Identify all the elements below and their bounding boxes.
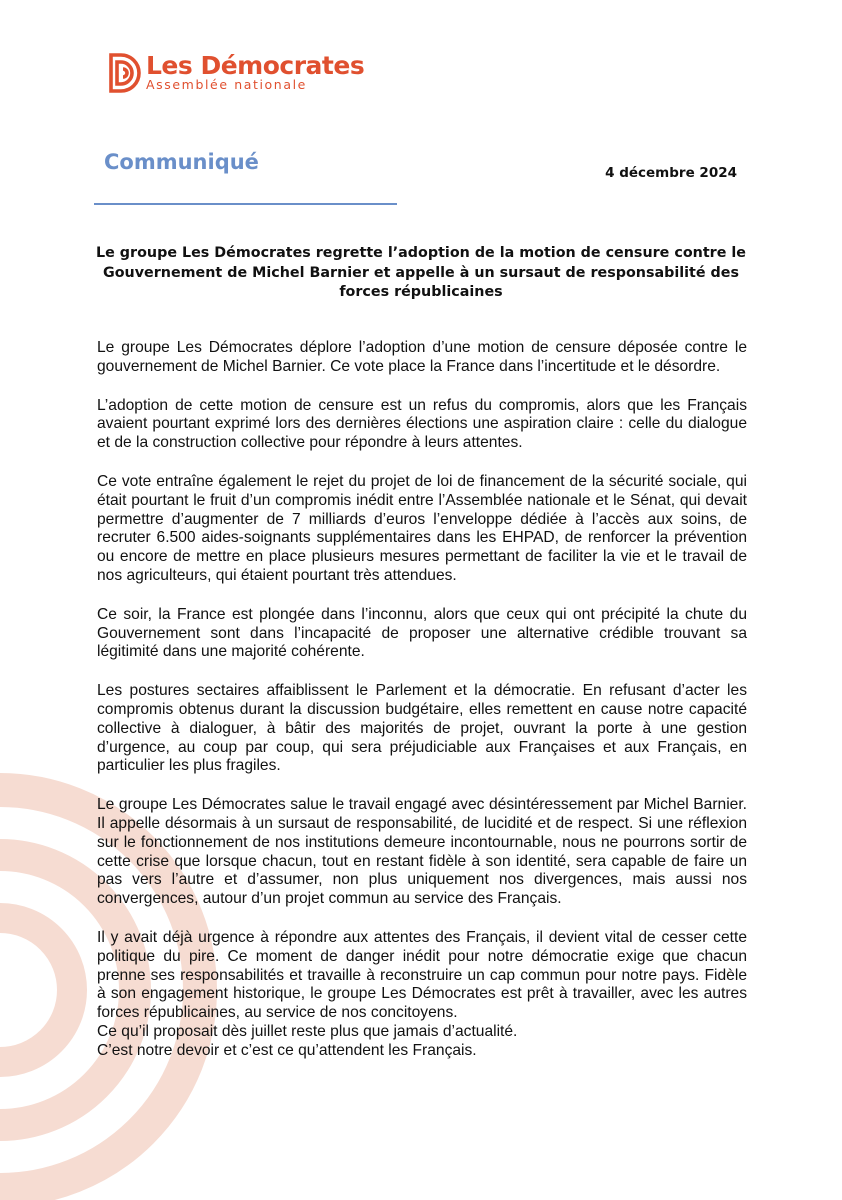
press-release-headline: Le groupe Les Démocrates regrette l’adoption de la motion de censure contre le Gouvernement de Michel Barnier et appelle à un sursaut de responsabilité des forces républicaines — [96, 245, 746, 300]
paragraph: Il y avait déjà urgence à répondre aux attentes des Français, il devient vital de cesser cette politique du pire. Ce moment de danger inédit pour notre démocratie exige que chacun prenne ses responsabilités et travaille à reconstruire un cap commun pour notre pays. Fidèle à son engagement historique, le groupe Les Démocrates est prêt à travailler, avec les autres forces républicaines, au service de nos concitoyens. — [97, 928, 747, 1022]
logo-title: Les Démocrates — [146, 51, 365, 80]
logo-subtitle: Assemblée nationale — [146, 77, 307, 92]
paragraph: Le groupe Les Démocrates salue le travail engagé avec désintéressement par Michel Barnier. Il appelle désormais à un sursaut de responsabilité, de lucidité et de respect. Si une réflexion sur le fonctionnement de nos institutions demeure incontournable, nous ne pourrons sortir de cette crise que lorsque chacun, tout en restant fidèle à son identité, sera capable de faire un pas vers l’autre et d’assumer, non plus uniquement nos divergences, mais aussi nos convergences, autour d’un projet commun au service des Français. — [97, 796, 747, 908]
press-release-body — [97, 339, 747, 1061]
paragraph: Ce soir, la France est plongée dans l’inconnu, alors que ceux qui ont précipité la chute du Gouvernement sont dans l’incapacité de proposer une alternative crédible trouvant sa légitimité dans une majorité cohérente. — [97, 605, 747, 661]
closing-line: C’est notre devoir et c’est ce qu’attendent les Français. — [97, 1041, 477, 1059]
paragraph: Ce vote entraîne également le rejet du projet de loi de financement de la sécurité sociale, qui était pourtant le fruit d’un compromis inédit entre l’Assemblée nationale et le Sénat, qui devait permettre d’augmenter de 7 milliards d’euros l’enveloppe dédiée à l’accès aux soins, de recruter 6.500 aides-soignants supplémentaires dans les EHPAD, de renforcer la prévention ou encore de mettre en place plusieurs mesures permettant de faciliter la vie et le travail de nos agriculteurs, qui étaient pourtant très attendues. — [97, 472, 747, 584]
header-divider — [94, 203, 397, 205]
paragraph: Les postures sectaires affaiblissent le Parlement et la démocratie. En refusant d’acter les compromis obtenus durant la discussion budgétaire, elles remettent en cause notre capacité collective à dialoguer, à bâtir des majorités de projet, ouvrant la porte à une gestion d’urgence, au coup par coup, qui sera préjudiciable aux Françaises et aux Français, en particulier les plus fragiles. — [97, 682, 747, 775]
paragraph: L’adoption de cette motion de censure est un refus du compromis, alors que les Français avaient pourtant exprimé lors des dernières élections une aspiration claire : celle du dialogue et de la construction collective pour répondre à leurs attentes. — [97, 396, 747, 452]
paragraph: Ce qu’il proposait dès juillet reste plus que jamais d’actualité. — [97, 1022, 518, 1040]
paragraph: Le groupe Les Démocrates déplore l’adoption d’une motion de censure déposée contre le gouvernement de Michel Barnier. Ce vote place la France dans l’incertitude et le désordre. — [97, 339, 747, 375]
logo-d-icon — [108, 52, 142, 94]
document-type-label: Communiqué — [104, 150, 259, 174]
publication-date: 4 décembre 2024 — [605, 165, 737, 181]
